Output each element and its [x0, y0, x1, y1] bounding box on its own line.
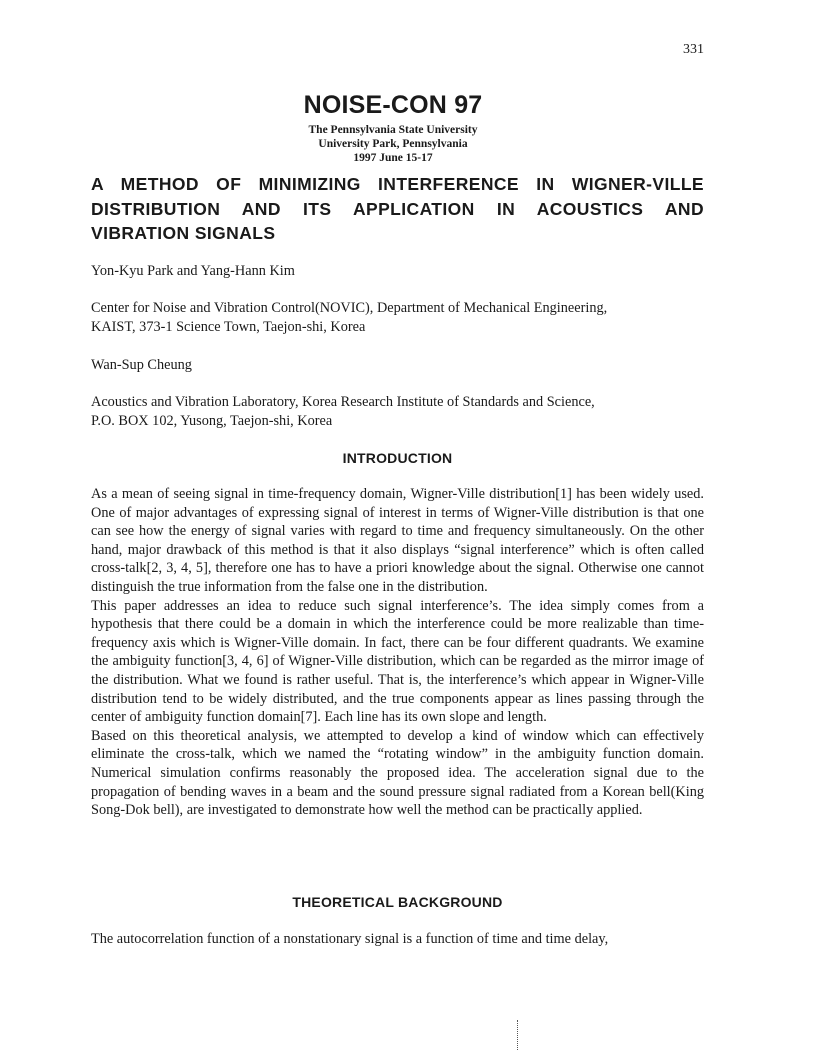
affiliation-2-line1: Acoustics and Vibration Laboratory, Korea Research Institute of Standards and Science, [91, 394, 595, 410]
conference-location: University Park, Pennsylvania [318, 138, 468, 150]
introduction-body [91, 485, 704, 820]
theoretical-background-body [91, 930, 704, 949]
affiliation-1-line2: KAIST, 373-1 Science Town, Taejon-shi, Korea [91, 318, 366, 335]
page-number: 331 [683, 42, 704, 57]
affiliation-1-line1: Center for Noise and Vibration Control(NOVIC), Department of Mechanical Engineering, [91, 300, 608, 316]
introduction-paragraph: Based on this theoretical analysis, we attempted to develop a kind of window which can effectively eliminate the cross-talk, which we named the “rotating window” in the ambiguity function domain. Numerical simulation confirms reasonably the proposed idea. The acceleration signal due to the propagation of bending waves in a beam and the sound pressure signal radiated from a Korean bell(King Song-Dok bell), are investigated to demonstrate how well the method can be practically applied. [91, 727, 704, 819]
authors-2-text: Wan-Sup Cheung [91, 357, 192, 373]
theoretical-background-heading: THEORETICAL BACKGROUND [292, 894, 503, 910]
authors-1 [91, 262, 704, 281]
paper-title: A METHOD OF MINIMIZING INTERFERENCE IN WIGNER-VILLE DISTRIBUTION AND ITS APPLICATION IN ACOUSTICS AND VIBRATION SIGNALS [91, 174, 704, 243]
conference-date: 1997 June 15-17 [353, 152, 433, 164]
authors-1-text: Yon-Kyu Park and Yang-Hann Kim [91, 263, 295, 279]
introduction-paragraph: This paper addresses an idea to reduce such signal interference’s. The idea simply comes from a hypothesis that there could be a domain in which the interference could be more realizable than time-frequency axis which is Wigner-Ville domain. In fact, there can be four different quadrants. We examine the ambiguity function[3, 4, 6] of Wigner-Ville distribution, which can be regarded as the mirror image of the distribution. What we found is rather useful. That is, the interference’s which appear in Wigner-Ville distribution tend to be widely distributed, and the true components appear as lines passing through the center of ambiguity function domain[7]. Each line has its own slope and length. [91, 597, 704, 726]
affiliation-2-line2: P.O. BOX 102, Yusong, Taejon-shi, Korea [91, 412, 333, 429]
authors-2 [91, 356, 704, 375]
introduction-paragraph: As a mean of seeing signal in time-frequency domain, Wigner-Ville distribution[1] has been widely used. One of major advantages of expressing signal of interest in terms of Wigner-Ville distribution is that one can see how the energy of signal varies with regard to time and frequency simultaneously. On the other hand, major drawback of this method is that it also displays “signal interference” which is often called cross-talk[2, 3, 4, 5], therefore one has to have a priori knowledge about the signal. Otherwise one cannot distinguish the true information from the false one in the distribution. [91, 486, 704, 595]
affiliation-1 [91, 299, 704, 336]
scan-artifact-line [517, 1020, 519, 1050]
conference-university: The Pennsylvania State University [308, 124, 478, 136]
introduction-heading: INTRODUCTION [342, 450, 453, 466]
affiliation-2 [91, 393, 704, 430]
conference-name: NOISE-CON 97 [303, 91, 483, 119]
theoretical-background-paragraph: The autocorrelation function of a nonstationary signal is a function of time and time delay, [91, 931, 609, 947]
conference-header [0, 90, 786, 165]
